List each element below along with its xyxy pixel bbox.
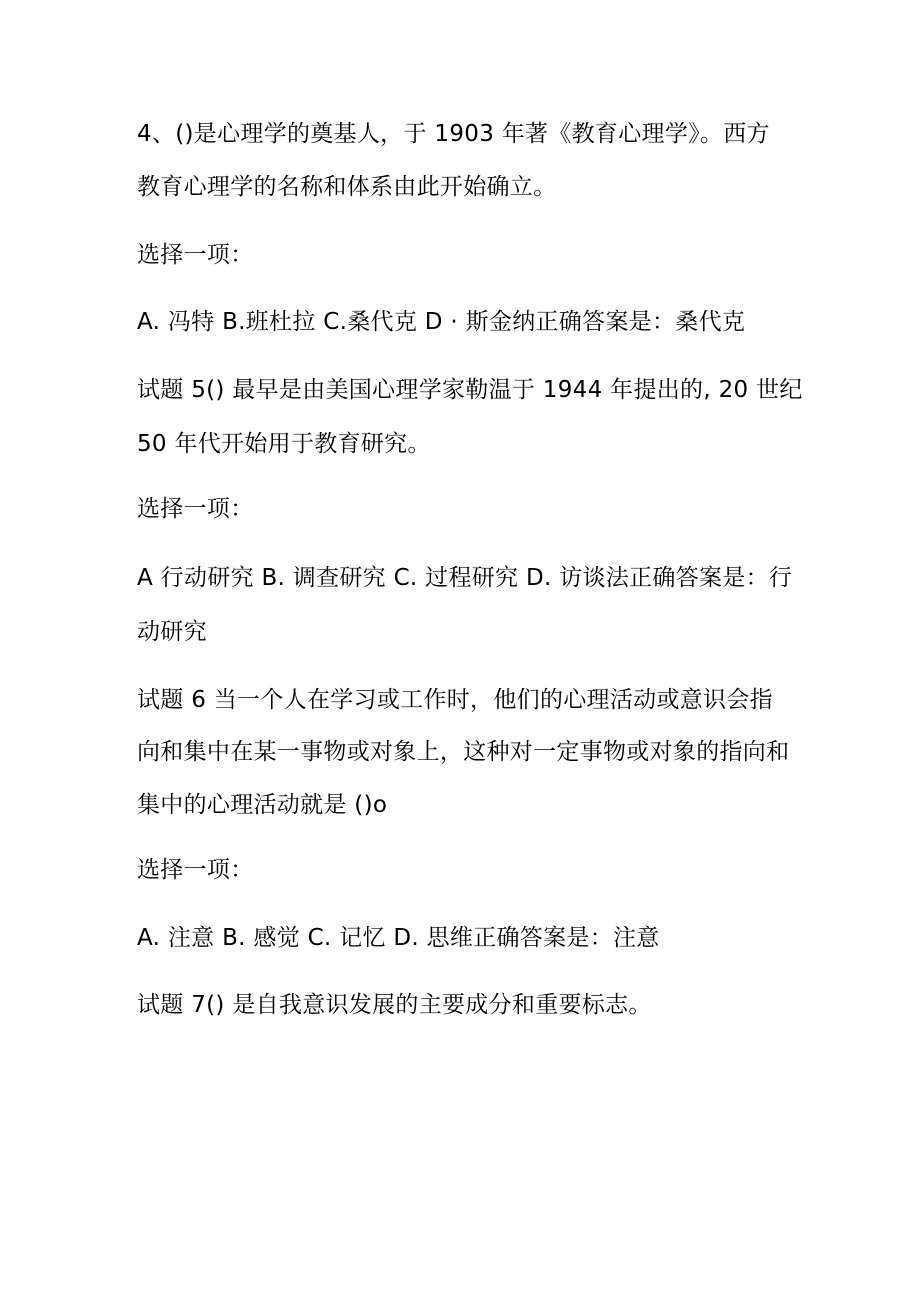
question-6-stem-line-2: 向和集中在某一事物或对象上，这种对一定事物或对象的指向和 <box>137 739 790 765</box>
question-4-options-answer: A. 冯特 B.班杜拉 C.桑代克 D · 斯金纳正确答案是：桑代克 <box>137 309 746 335</box>
question-5-prompt: 选择一项： <box>137 496 254 522</box>
question-6-prompt: 选择一项： <box>137 857 254 883</box>
question-5-options-answer-line-1: A 行动研究 B. 调查研究 C. 过程研究 D. 访谈法正确答案是：行 <box>137 565 793 591</box>
question-6-options-answer: A. 注意 B. 感觉 C. 记忆 D. 思维正确答案是：注意 <box>137 925 660 951</box>
question-4-stem-line-1: 4、()是心理学的奠基人，于 1903 年著《教育心理学》。西方 <box>137 121 770 147</box>
question-7-stem: 试题 7() 是自我意识发展的主要成分和重要标志。 <box>137 992 652 1018</box>
question-4-stem-line-2: 教育心理学的名称和体系由此开始确立。 <box>137 174 557 200</box>
question-5-stem-line-1: 试题 5() 最早是由美国心理学家勒温于 1944 年提出的, 20 世纪 <box>137 377 803 403</box>
question-4-prompt: 选择一项： <box>137 242 254 268</box>
question-5-options-answer-line-2: 动研究 <box>137 619 207 645</box>
question-5-stem-line-2: 50 年代开始用于教育研究。 <box>137 431 431 457</box>
question-6-stem-line-1: 试题 6 当一个人在学习或工作时，他们的心理活动或意识会指 <box>137 687 773 713</box>
question-6-stem-line-3: 集中的心理活动就是 ()o <box>137 792 388 818</box>
